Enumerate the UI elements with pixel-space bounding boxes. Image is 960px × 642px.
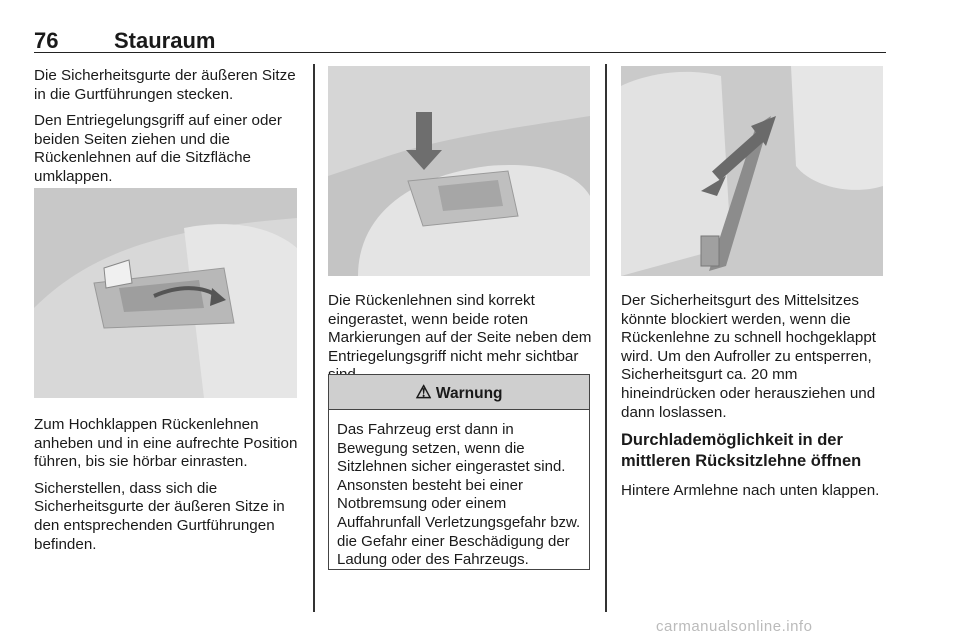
warning-header	[329, 375, 589, 410]
column-1-bottom	[34, 416, 304, 562]
page-header	[34, 28, 886, 53]
warning-text: Das Fahrzeug erst dann in Bewegung setzen, wenn die Sitzlehnen sicher eingerastet sind. Ansonsten besteht bei einer Notbremsung oder einem Auffahrunfall Verletzungsgefahr bzw. die Gefahr einer Beschädigung der Ladung oder des Fahrzeugs.	[337, 421, 581, 569]
paragraph: Die Sicherheitsgurte der äußeren Sitze in die Gurtführungen stecken.	[34, 67, 296, 103]
seat-release-illustration	[34, 188, 297, 398]
paragraph: Hintere Armlehne nach unten klappen.	[621, 482, 880, 500]
column-3-text	[621, 292, 886, 509]
warning-triangle-icon: ⚠	[415, 382, 432, 402]
seatbelt-retractor-illustration	[621, 66, 883, 276]
warning-box	[328, 374, 590, 570]
paragraph: Zum Hochklappen Rückenlehnen anheben und in eine aufrechte Position führen, bis sie hörbar einrasten.	[34, 416, 298, 471]
seat-lock-illustration	[328, 66, 590, 276]
section-heading: Durchlademöglichkeit in der mittleren Rücksitzlehne öffnen	[621, 431, 862, 471]
section-title: Stauraum	[114, 28, 216, 53]
column-divider	[605, 64, 607, 612]
column-1-top	[34, 67, 304, 195]
column-divider	[313, 64, 315, 612]
paragraph: Sicherstellen, dass sich die Sicherheitsgurte der äußeren Sitze in den entsprechenden Gurtführungen befinden.	[34, 479, 285, 553]
paragraph: Die Rückenlehnen sind korrekt eingerastet, wenn beide roten Markierungen auf der Seite neben dem Entriegelungsgriff nicht mehr sichtbar	[328, 292, 592, 365]
page-number: 76	[34, 28, 59, 53]
paragraph: Der Sicherheitsgurt des Mittelsitzes könnte blockiert werden, wenn die Rückenlehne zu schnell hochgeklappt wird. Um den Aufroller zu entsperren, Sicherheitsgurt ca. 20 mm hineindrücken oder herausziehen und dann loslassen.	[621, 292, 876, 421]
paragraph: Den Entriegelungsgriff auf einer oder beiden Seiten ziehen und die Rückenlehnen auf die Sitzfläche umklappen.	[34, 112, 282, 185]
warning-title: Warnung	[435, 385, 503, 402]
watermark: carmanualsonline.info	[656, 618, 813, 635]
